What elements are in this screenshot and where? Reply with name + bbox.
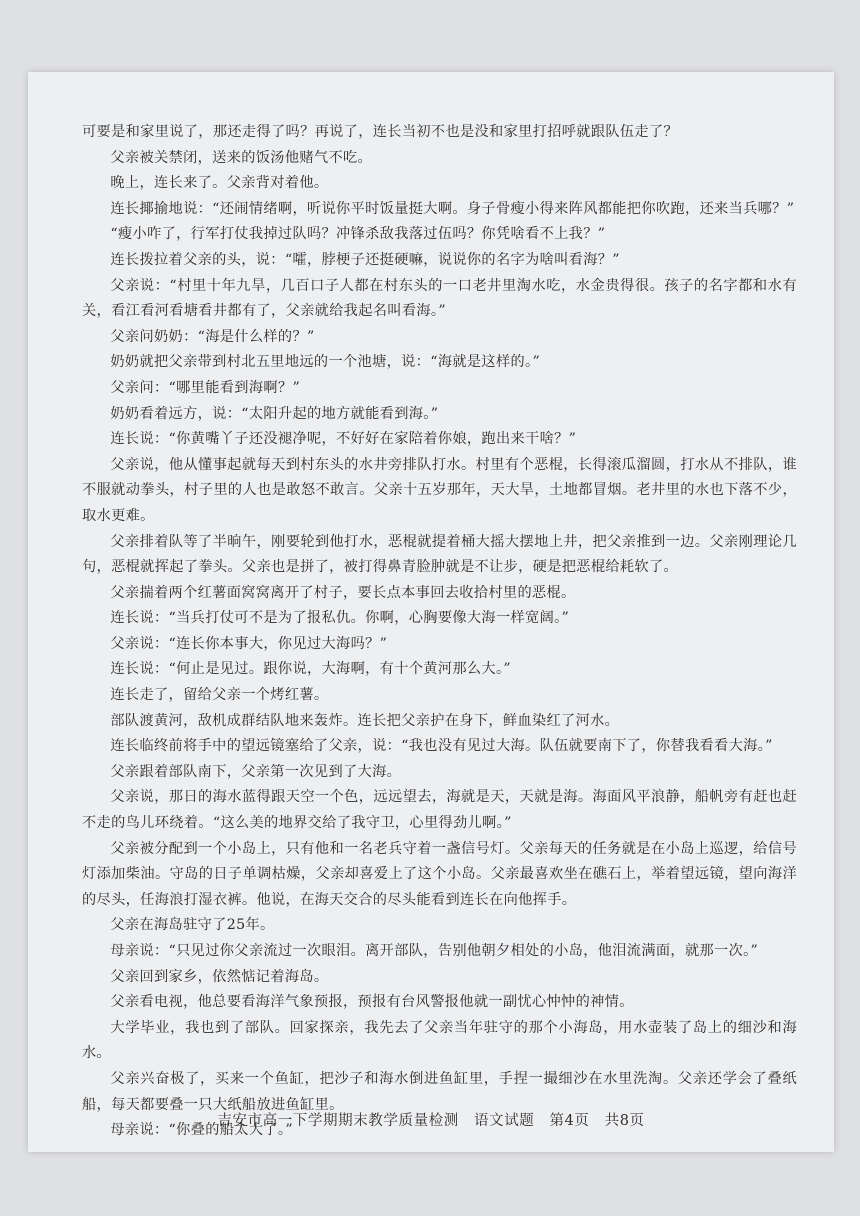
paragraph: 晚上，连长来了。父亲背对着他。 [110, 175, 329, 192]
paragraph: 父亲问奶奶：“海是什么样的？” [110, 328, 315, 345]
paragraph: 父亲回到家乡，依然惦记着海岛。 [110, 968, 329, 985]
paragraph: 父亲看电视，他总要看海洋气象预报，预报有台风警报他就一副忧心忡忡的神情。 [110, 994, 634, 1011]
paragraph: “瘦小咋了，行军打仗我掉过队吗？冲锋杀敌我落过伍吗？你凭啥看不上我？” [110, 226, 606, 243]
paragraph: 父亲揣着两个红薯面窝窝离开了村子，要长点本事回去收拾村里的恶棍。 [110, 584, 576, 601]
paragraph: 奶奶就把父亲带到村北五里地远的一个池塘，说：“海就是这样的。” [110, 354, 541, 371]
exam-page [28, 72, 834, 1152]
paragraph: 父亲被关禁闭，送来的饭汤他赌气不吃。 [110, 149, 373, 166]
paragraph: 父亲在海岛驻守了25年。 [110, 917, 275, 934]
paragraph: 父亲说：“连长你本事大，你见过大海吗？” [110, 635, 388, 652]
paragraph: 连长走了，留给父亲一个烤红薯。 [110, 687, 329, 704]
page-footer: 吉安市高一下学期期末教学质量检测 语文试题 第4页 共8页 [217, 1113, 645, 1129]
paragraph: 父亲说，那日的海水蓝得跟天空一个色，远远望去，海就是天，天就是海。海面风平浪静，船帆旁有赶也赶不走的鸟儿环绕着。“这么美的地界交给了我守卫，心里得劲儿啊。” [82, 789, 797, 832]
paragraph: 父亲被分配到一个小岛上，只有他和一名老兵守着一盏信号灯。父亲每天的任务就是在小岛上巡逻，给信号灯添加柴油。守岛的日子单调枯燥，父亲却喜爱上了这个小岛。父亲最喜欢坐在礁石上，举着望远镜，望向海洋的尽头，任海浪打湿衣裤。他说，在海天交合的尽头能看到连长在向他挥手。 [82, 840, 797, 908]
paragraph: 父亲排着队等了半晌午，刚要轮到他打水，恶棍就提着桶大摇大摆地上井，把父亲推到一边。父亲刚理论几句，恶棍就挥起了拳头。父亲也是拼了，被打得鼻青脸肿就是不让步，硬是把恶棍给耗软了。 [82, 533, 797, 576]
paragraph: 大学毕业，我也到了部队。回家探亲，我先去了父亲当年驻守的那个小海岛，用水壶装了岛上的细沙和海水。 [82, 1019, 797, 1062]
paragraph: 父亲兴奋极了，买来一个鱼缸，把沙子和海水倒进鱼缸里，手捏一撮细沙在水里洗淘。父亲还学会了叠纸船，每天都要叠一只大纸船放进鱼缸里。 [82, 1070, 797, 1113]
paragraph: 连长揶揄地说：“还闹情绪啊，听说你平时饭量挺大啊。身子骨瘦小得来阵风都能把你吹跑，还来当兵哪？” [110, 200, 795, 217]
paragraph: 母亲说：“只见过你父亲流过一次眼泪。离开部队，告别他朝夕相处的小岛，他泪流满面，就那一次。” [110, 943, 759, 959]
paragraph: 母亲说：“你叠的船太大了。” [110, 1122, 293, 1139]
paragraph: 父亲说：“村里十年九旱，几百口子人都在村东头的一口老井里淘水吃，水金贵得很。孩子的名字都和水有关，看江看河看塘看井都有了，父亲就给我起名叫看海。” [82, 277, 797, 320]
paragraph: 连长说：“你黄嘴丫子还没褪净呢，不好好在家陪着你娘，跑出来干啥？” [110, 431, 577, 448]
paragraph: 父亲问：“哪里能看到海啊？” [110, 379, 301, 396]
paragraph: 部队渡黄河，敌机成群结队地来轰炸。连长把父亲护在身下，鲜血染红了河水。 [110, 712, 620, 729]
paragraph: 连长临终前将手中的望远镜塞给了父亲，说：“我也没有见过大海。队伍就要南下了，你替我看看大海。” [110, 738, 773, 755]
paragraph: 连长说：“当兵打仗可不是为了报私仇。你啊，心胸要像大海一样宽阔。” [110, 610, 570, 627]
paragraph: 连长说：“何止是见过。跟你说，大海啊，有十个黄河那么大。” [110, 661, 512, 678]
paragraph: 奶奶看着远方，说：“太阳升起的地方就能看到海。” [110, 405, 439, 422]
paragraph: 父亲说，他从懂事起就每天到村东头的水井旁排队打水。村里有个恶棍，长得滚瓜溜圆，打水从不排队，谁不服就动拳头，村子里的人也是敢怒不敢言。父亲十五岁那年，天大旱，土地都冒烟。老井里的水也下落不少，取水更难。 [82, 456, 797, 524]
story-text [82, 120, 797, 1144]
paragraph: 父亲跟着部队南下，父亲第一次见到了大海。 [110, 763, 402, 780]
paragraph: 连长拨拉着父亲的头，说：“嚯，脖梗子还挺硬嘛，说说你的名字为啥叫看海？” [110, 251, 620, 268]
paragraph: 可要是和家里说了，那还走得了吗？再说了，连长当初不也是没和家里打招呼就跟队伍走了？ [82, 124, 679, 140]
